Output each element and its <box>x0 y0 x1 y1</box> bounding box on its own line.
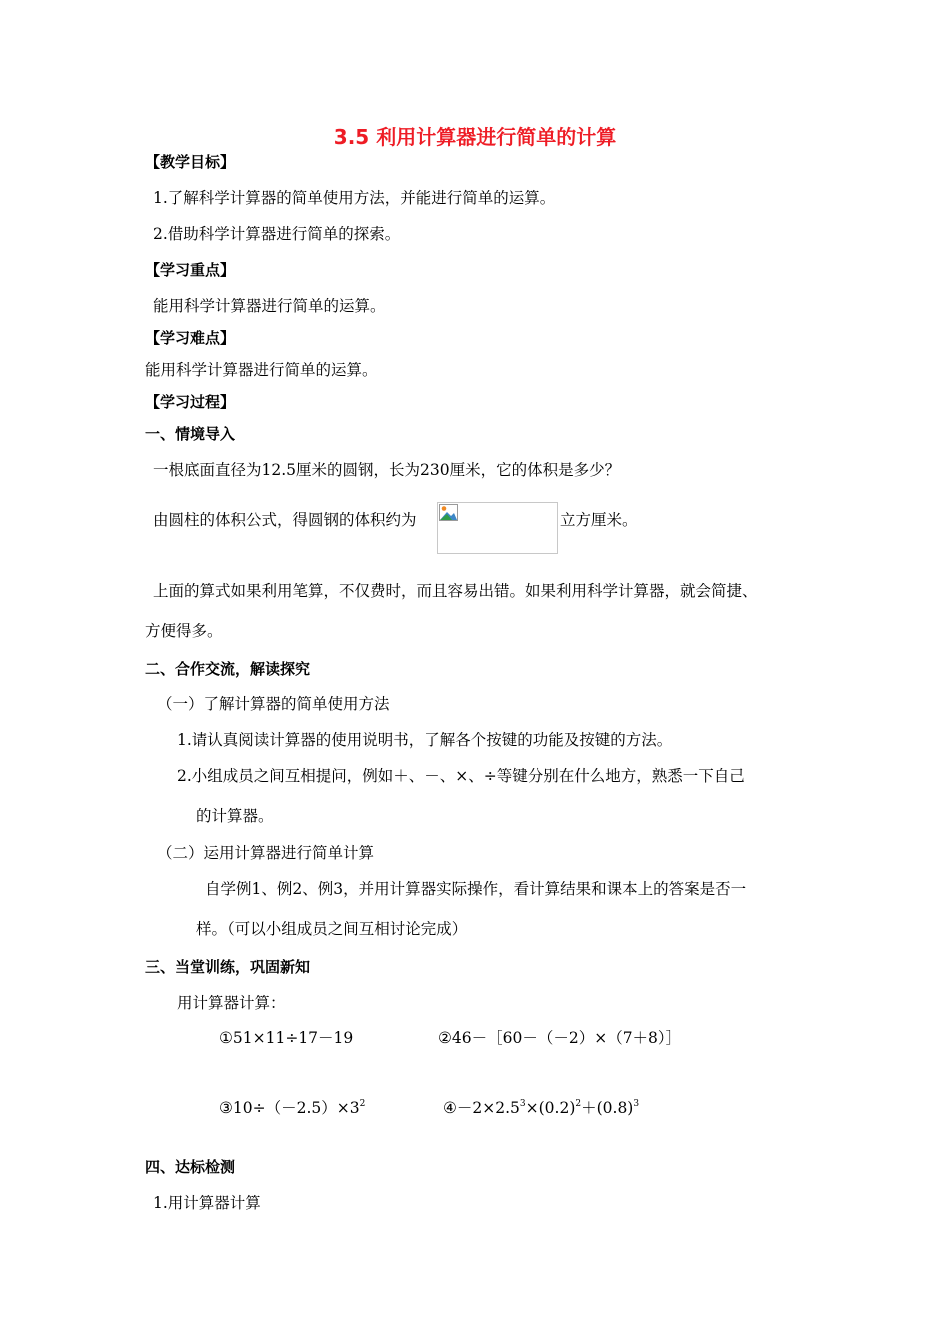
section-heading-difficulty: 【学习难点】 <box>145 329 236 347</box>
exercise-1: ①51×11÷17－19 <box>219 1029 354 1047</box>
paragraph-continued: 方便得多。 <box>145 622 223 640</box>
exercise-4 <box>443 1098 639 1118</box>
exercise-3-text: ③10÷（－2.5）×3 <box>219 1099 360 1117</box>
list-item: 2.小组成员之间互相提问，例如＋、－、×、÷等键分别在什么地方，熟悉一下自己 <box>177 767 745 785</box>
exercise-4-text: ＋(0.8) <box>581 1099 634 1117</box>
exponent: 3 <box>519 1099 526 1109</box>
paragraph: 一根底面直径为12.5厘米的圆钢，长为230厘米，它的体积是多少？ <box>153 461 621 479</box>
page-title: 3.5 利用计算器进行简单的计算 <box>333 125 617 149</box>
list-item-continued: 的计算器。 <box>196 807 274 825</box>
difficulty-point: 能用科学计算器进行简单的运算。 <box>145 361 378 379</box>
paragraph: 自学例1、例2、例3，并用计算器实际操作，看计算结果和课本上的答案是否一 <box>205 880 747 898</box>
formula-image <box>437 502 558 554</box>
exercise-4-text: ④－2×2.5 <box>443 1099 520 1117</box>
heading-intro: 一、情境导入 <box>145 425 236 443</box>
broken-image-icon <box>439 504 459 522</box>
exercise-3 <box>219 1098 365 1118</box>
key-point: 能用科学计算器进行简单的运算。 <box>153 297 386 315</box>
section-heading-process: 【学习过程】 <box>145 393 236 411</box>
section-heading-goals: 【教学目标】 <box>145 153 236 171</box>
goal-item: 2.借助科学计算器进行简单的探索。 <box>153 225 401 243</box>
goal-item: 1.了解科学计算器的简单使用方法，并能进行简单的运算。 <box>153 189 556 207</box>
exponent: 3 <box>633 1099 640 1109</box>
paragraph-volume-end: 立方厘米。 <box>560 511 638 529</box>
exercise-2: ②46－［60－（－2）×（7＋8）］ <box>438 1029 682 1047</box>
subheading: （一）了解计算器的简单使用方法 <box>157 695 390 713</box>
paragraph-volume-start: 由圆柱的体积公式，得圆钢的体积约为 <box>153 511 417 529</box>
list-item: 1.请认真阅读计算器的使用说明书，了解各个按键的功能及按键的方法。 <box>177 731 673 749</box>
paragraph: 上面的算式如果利用笔算，不仅费时，而且容易出错。如果利用科学计算器，就会简捷、 <box>153 582 758 600</box>
exponent: 2 <box>575 1099 582 1109</box>
subheading: （二）运用计算器进行简单计算 <box>157 844 375 862</box>
heading-assessment: 四、达标检测 <box>145 1158 236 1176</box>
exponent: 2 <box>359 1099 366 1109</box>
paragraph-continued: 样。（可以小组成员之间互相讨论完成） <box>196 920 468 938</box>
exercise-4-text: ×(0.2) <box>525 1099 576 1117</box>
section-heading-key: 【学习重点】 <box>145 261 236 279</box>
heading-cooperation: 二、合作交流，解读探究 <box>145 660 311 678</box>
paragraph: 用计算器计算： <box>177 994 286 1012</box>
question: 1.用计算器计算 <box>153 1194 261 1212</box>
heading-practice: 三、当堂训练，巩固新知 <box>145 958 311 976</box>
